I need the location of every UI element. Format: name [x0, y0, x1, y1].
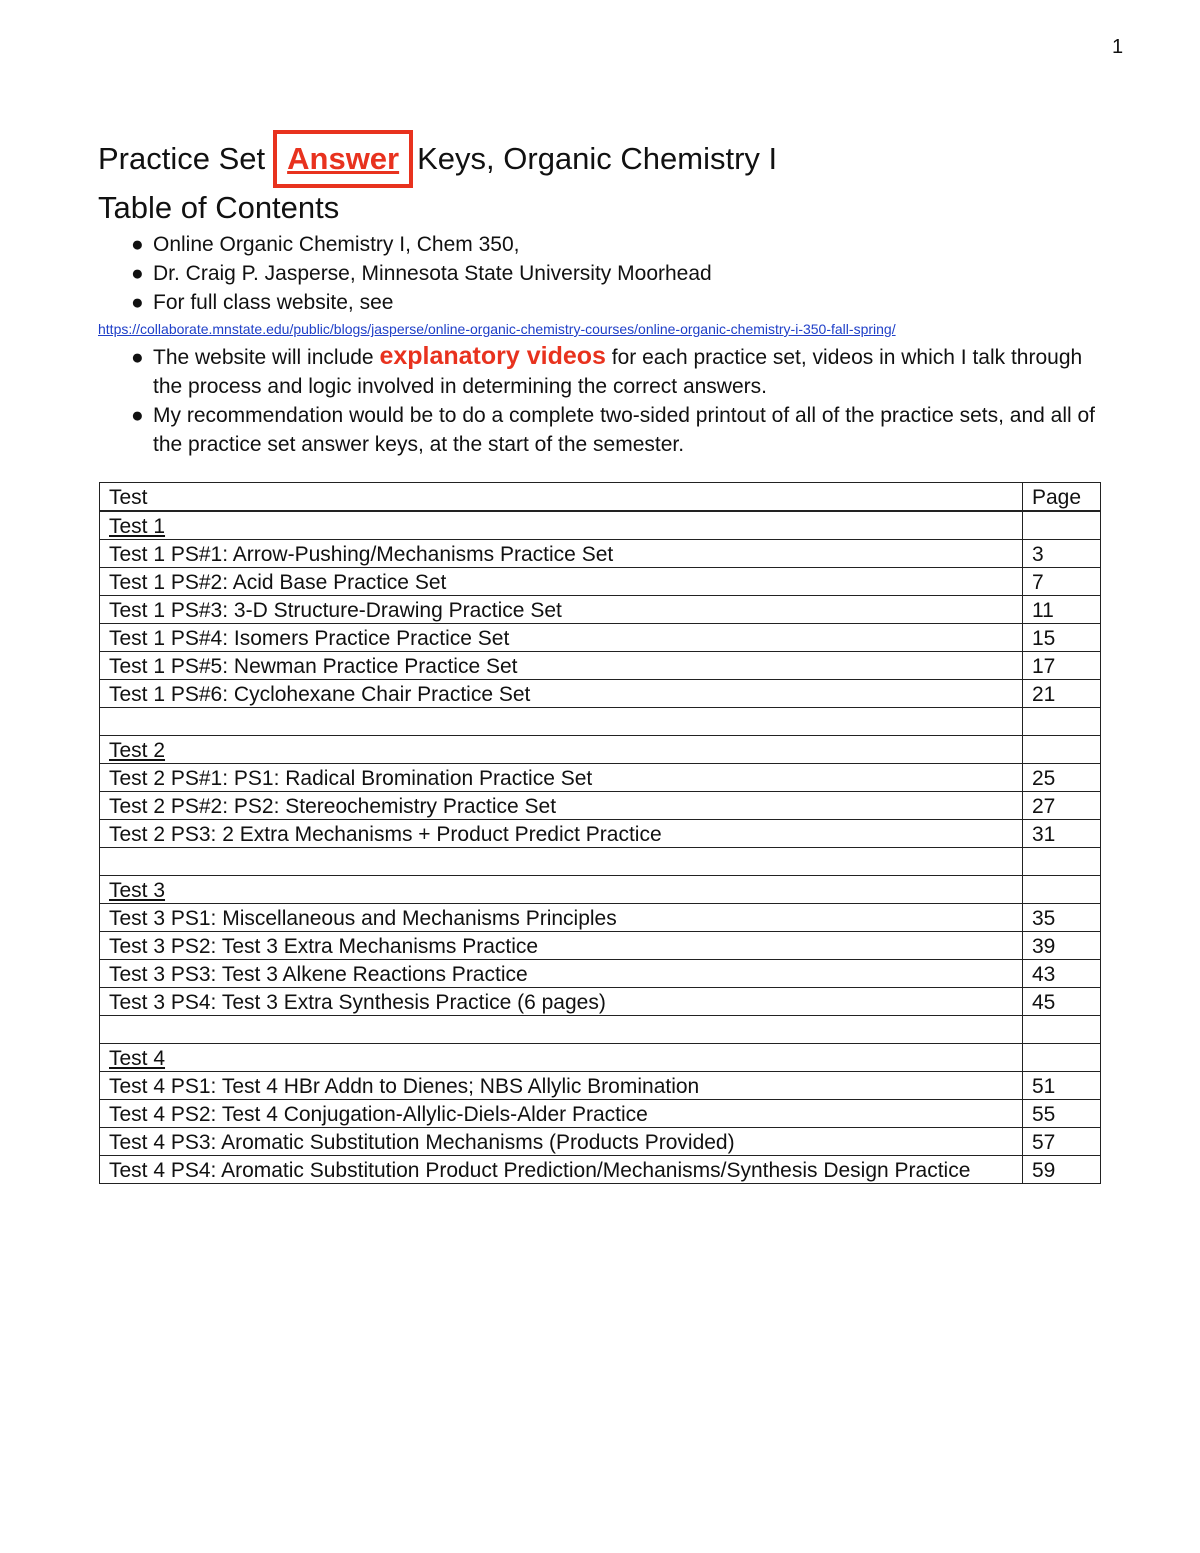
header-page: Page [1023, 483, 1101, 512]
row-title: Test 4 PS4: Aromatic Substitution Product Prediction/Mechanisms/Synthesis Design Practice [100, 1156, 1023, 1184]
bullet-author [98, 259, 1108, 288]
row-title: Test 1 PS#4: Isomers Practice Practice Set [100, 624, 1023, 652]
table-row [100, 708, 1101, 736]
row-title: Test 4 PS2: Test 4 Conjugation-Allylic-Diels-Alder Practice [100, 1100, 1023, 1128]
row-title: Test 1 [100, 511, 1023, 540]
row-title: Test 1 PS#3: 3-D Structure-Drawing Practice Set [100, 596, 1023, 624]
bullet-recommendation [98, 401, 1108, 459]
row-page: 31 [1023, 820, 1101, 848]
bullet-icon: ● [131, 262, 144, 285]
bullet-website [98, 288, 1108, 317]
header-test: Test [100, 483, 1023, 512]
table-row [100, 792, 1101, 820]
row-page: 55 [1023, 1100, 1101, 1128]
row-title [100, 708, 1023, 736]
bullet-text: for each practice set, videos in which I talk through the process and logic involved in determining the correct answers. [153, 346, 1083, 398]
row-page [1023, 876, 1101, 904]
table-section-row [100, 876, 1101, 904]
row-title: Test 3 PS3: Test 3 Alkene Reactions Practice [100, 960, 1023, 988]
row-page: 21 [1023, 680, 1101, 708]
bullet-videos [98, 342, 1108, 401]
row-title: Test 4 PS1: Test 4 HBr Addn to Dienes; NBS Allylic Bromination [100, 1072, 1023, 1100]
info-list-2 [98, 342, 1108, 459]
table-row [100, 540, 1101, 568]
bullet-icon: ● [131, 291, 144, 314]
row-page [1023, 848, 1101, 876]
row-title: Test 3 [100, 876, 1023, 904]
row-title: Test 2 [100, 736, 1023, 764]
row-title: Test 1 PS#6: Cyclohexane Chair Practice Set [100, 680, 1023, 708]
page-number: 1 [1112, 36, 1124, 58]
row-page: 25 [1023, 764, 1101, 792]
row-title: Test 3 PS2: Test 3 Extra Mechanisms Practice [100, 932, 1023, 960]
table-row [100, 1072, 1101, 1100]
row-title: Test 3 PS4: Test 3 Extra Synthesis Practice (6 pages) [100, 988, 1023, 1016]
title-text-after: Keys, Organic Chemistry I [417, 141, 778, 177]
table-row [100, 960, 1101, 988]
row-page: 11 [1023, 596, 1101, 624]
row-title [100, 848, 1023, 876]
table-section-row [100, 736, 1101, 764]
table-row [100, 596, 1101, 624]
table-row [100, 932, 1101, 960]
header-block [98, 132, 1108, 459]
row-page [1023, 708, 1101, 736]
table-row [100, 848, 1101, 876]
row-title: Test 2 PS#1: PS1: Radical Bromination Practice Set [100, 764, 1023, 792]
row-page: 39 [1023, 932, 1101, 960]
table-row [100, 1016, 1101, 1044]
table-row [100, 624, 1101, 652]
bullet-text: Dr. Craig P. Jasperse, Minnesota State University Moorhead [153, 262, 712, 285]
bullet-icon: ● [131, 404, 144, 427]
table-section-row [100, 1044, 1101, 1072]
table-row [100, 764, 1101, 792]
table-header-row [100, 483, 1101, 512]
row-page: 57 [1023, 1128, 1101, 1156]
row-page: 3 [1023, 540, 1101, 568]
bullet-course [98, 230, 1108, 259]
row-page: 43 [1023, 960, 1101, 988]
table-row [100, 652, 1101, 680]
table-section-row [100, 511, 1101, 540]
document-title [98, 132, 1108, 190]
row-page [1023, 511, 1101, 540]
row-page [1023, 736, 1101, 764]
title-highlight-answer: Answer [273, 130, 413, 188]
table-row [100, 1156, 1101, 1184]
row-page [1023, 1044, 1101, 1072]
row-title: Test 1 PS#1: Arrow-Pushing/Mechanisms Practice Set [100, 540, 1023, 568]
row-page: 27 [1023, 792, 1101, 820]
row-title [100, 1016, 1023, 1044]
row-title: Test 2 PS3: 2 Extra Mechanisms + Product Predict Practice [100, 820, 1023, 848]
row-page: 45 [1023, 988, 1101, 1016]
table-row [100, 988, 1101, 1016]
document-subtitle: Table of Contents [98, 190, 340, 225]
row-title: Test 4 PS3: Aromatic Substitution Mechanisms (Products Provided) [100, 1128, 1023, 1156]
row-page: 35 [1023, 904, 1101, 932]
table-row [100, 680, 1101, 708]
row-page [1023, 1016, 1101, 1044]
website-link[interactable]: https://collaborate.mnstate.edu/public/blogs/jasperse/online-organic-chemistry-courses/online-organic-chemistry-i-350-fall-spring/ [98, 321, 896, 337]
bullet-icon: ● [131, 346, 144, 369]
table-row [100, 568, 1101, 596]
table-row [100, 904, 1101, 932]
row-title: Test 1 PS#5: Newman Practice Practice Set [100, 652, 1023, 680]
row-page: 15 [1023, 624, 1101, 652]
row-title: Test 2 PS#2: PS2: Stereochemistry Practice Set [100, 792, 1023, 820]
bullet-text: For full class website, see [153, 291, 394, 314]
contents-table [99, 482, 1101, 1184]
bullet-icon: ● [131, 233, 144, 256]
table-row [100, 820, 1101, 848]
row-title: Test 4 [100, 1044, 1023, 1072]
bullet-text: The website will include [153, 346, 374, 369]
row-page: 17 [1023, 652, 1101, 680]
row-title: Test 1 PS#2: Acid Base Practice Set [100, 568, 1023, 596]
videos-highlight: explanatory videos [379, 342, 606, 370]
row-page: 59 [1023, 1156, 1101, 1184]
row-title: Test 3 PS1: Miscellaneous and Mechanisms Principles [100, 904, 1023, 932]
title-text-before: Practice Set [98, 141, 266, 177]
row-page: 51 [1023, 1072, 1101, 1100]
table-row [100, 1100, 1101, 1128]
bullet-text: Online Organic Chemistry I, Chem 350, [153, 233, 520, 256]
table-row [100, 1128, 1101, 1156]
bullet-text: My recommendation would be to do a complete two-sided printout of all of the practice sets, and all of the practice set answer keys, at the start of the semester. [153, 404, 1096, 456]
info-list [98, 230, 1108, 317]
row-page: 7 [1023, 568, 1101, 596]
